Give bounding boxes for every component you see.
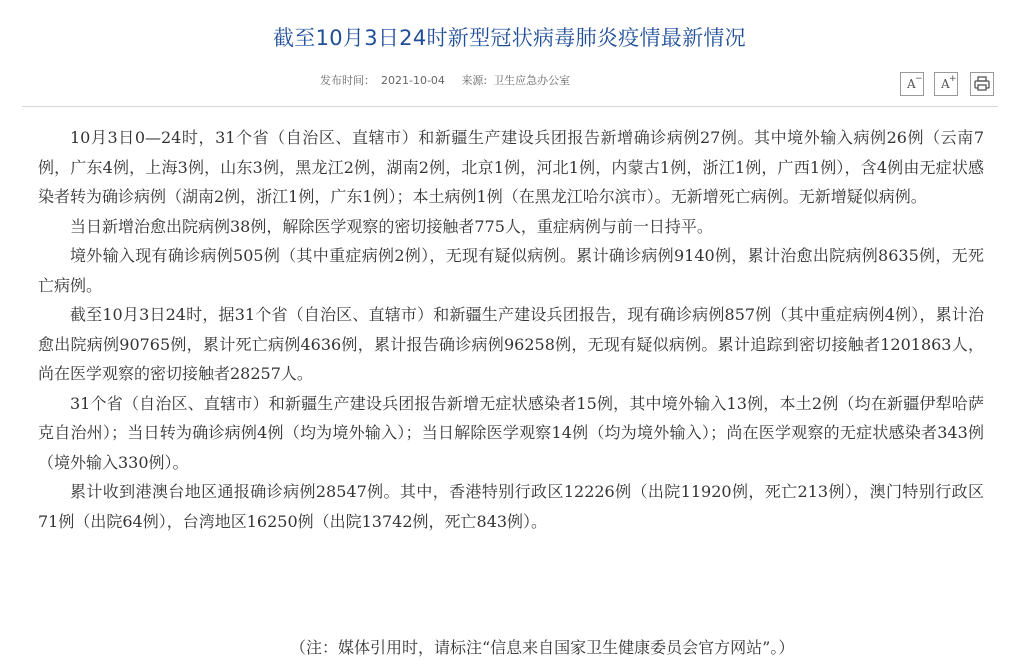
printer-icon — [971, 73, 993, 95]
paragraph: 截至10月3日24时，据31个省（自治区、直辖市）和新疆生产建设兵团报告，现有确诊病例857例（其中重症病例4例），累计治愈出院病例90765例，累计死亡病例4636例，累计报告确诊病例96258例，无现有疑似病例。累计追踪到密切接触者1201863人，尚在医学观察的密切接触者28257人。 — [38, 305, 984, 383]
article-body — [38, 123, 984, 536]
publish-date: 2021-10-04 — [381, 74, 445, 87]
page-title: 截至10月3日24时新型冠状病毒肺炎疫情最新情况 — [272, 26, 746, 50]
source-label: 来源: — [461, 74, 488, 87]
paragraph: 境外输入现有确诊病例505例（其中重症病例2例），无现有疑似病例。累计确诊病例9140例，累计治愈出院病例8635例，无死亡病例。 — [38, 246, 984, 295]
publish-label: 发布时间： — [320, 74, 375, 87]
print-button[interactable] — [970, 72, 994, 96]
article-meta — [320, 72, 576, 88]
divider — [22, 106, 998, 107]
decrease-font-button[interactable]: A − — [900, 72, 924, 96]
paragraph: 累计收到港澳台地区通报确诊病例28547例。其中，香港特别行政区12226例（出院11920例，死亡213例），澳门特别行政区71例（出院64例），台湾地区16250例（出院13742例，死亡843例）。 — [38, 482, 984, 531]
citation-note: （注：媒体引用时，请标注“信息来自国家卫生健康委员会官方网站”。） — [290, 638, 795, 657]
source-name: 卫生应急办公室 — [493, 74, 571, 87]
paragraph: 31个省（自治区、直辖市）和新疆生产建设兵团报告新增无症状感染者15例，其中境外输入13例，本土2例（均在新疆伊犁哈萨克自治州）；当日转为确诊病例4例（均为境外输入）；当日解除医学观察14例（均为境外输入）；尚在医学观察的无症状感染者343例（境外输入330例）。 — [38, 393, 984, 472]
paragraph: 当日新增治愈出院病例38例，解除医学观察的密切接触者775人，重症病例与前一日持平。 — [70, 216, 713, 236]
font-decrease-icon: A — [907, 77, 916, 91]
paragraph: 10月3日0—24时，31个省（自治区、直辖市）和新疆生产建设兵团报告新增确诊病例27例。其中境外输入病例26例（云南7例，广东4例，上海3例，山东3例，黑龙江2例，湖南2例，北京1例，河北1例，内蒙古1例，浙江1例，广西1例），含4例由无症状感染者转为确诊病例（湖南2例，浙江1例，广东1例）；本土病例1例（在黑龙江哈尔滨市）。无新增死亡病例。无新增疑似病例。 — [38, 128, 984, 206]
increase-font-button[interactable]: A + — [934, 72, 958, 96]
font-increase-icon: A — [941, 77, 950, 91]
